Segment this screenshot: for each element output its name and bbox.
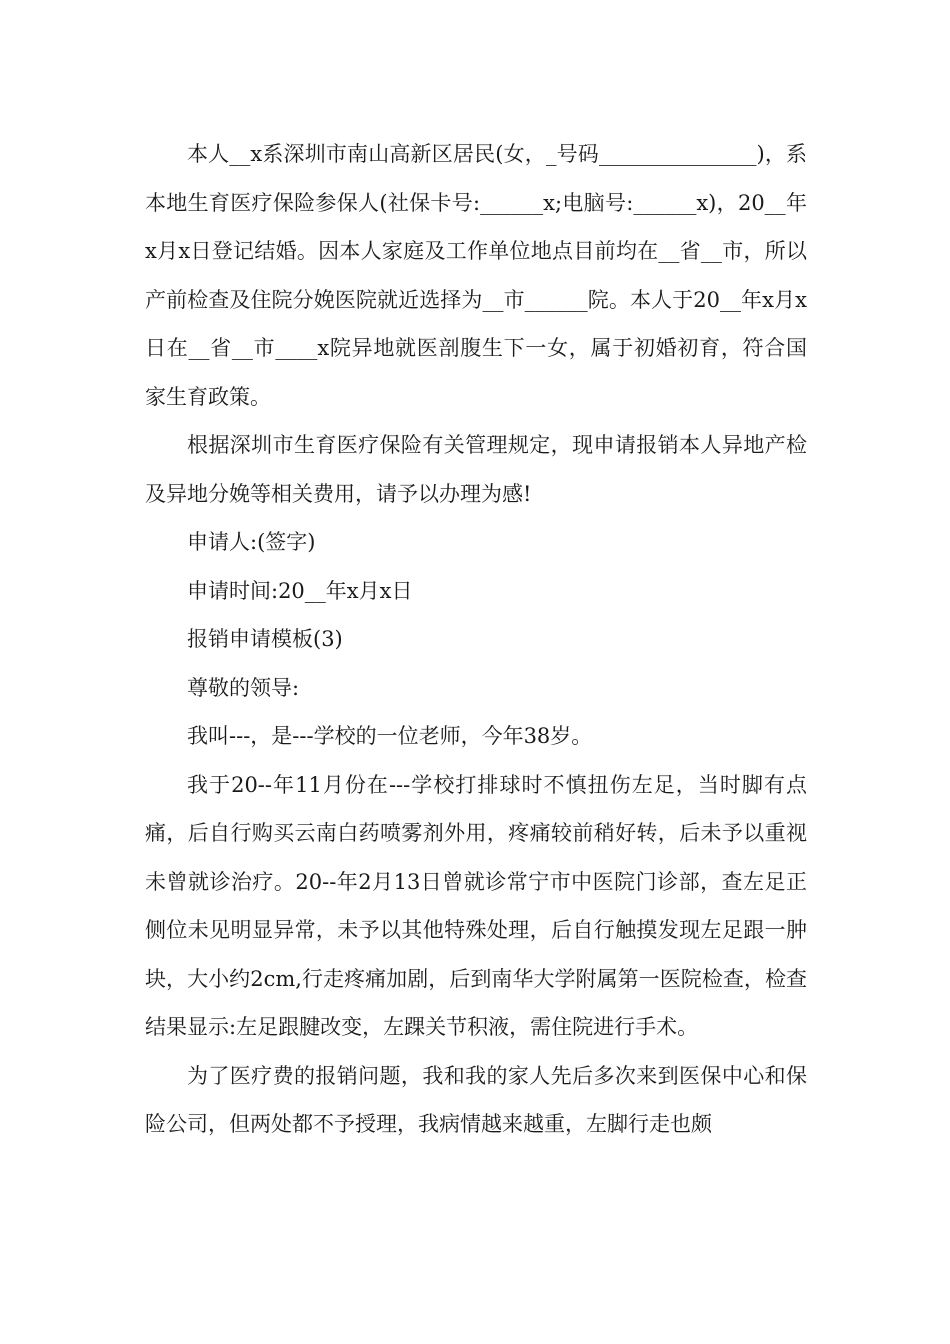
- paragraph-reimbursement-request: 根据深圳市生育医疗保险有关管理规定，现申请报销本人异地产检及异地分娩等相关费用，请予以办理为感!: [145, 433, 807, 506]
- document-body: [145, 130, 807, 1149]
- self-introduction: 我叫---，是---学校的一位老师，今年38岁。: [187, 724, 593, 748]
- applicant-signature-line: 申请人:(签字): [187, 530, 316, 554]
- paragraph-personal-info: 本人__x系深圳市南山高新区居民(女，_号码_______________)，系本地生育医疗保险参保人(社保卡号:______x;电脑号:______x)，20__年x月x日登记结婚。因本人家庭及工作单位地点目前均在__省__市，所以产前检查及住院分娩医院就近选择为__市______院。本人于20__年x月x日在__省__市____x院异地就医剖腹生下一女，属于初婚初育，符合国家生育政策。: [145, 142, 807, 409]
- salutation: 尊敬的领导:: [187, 675, 300, 700]
- paragraph-injury-history: 我于20--年11月份在---学校打排球时不慎扭伤左足，当时脚有点痛，后自行购买云南白药喷雾剂外用，疼痛较前稍好转，后未予以重视未曾就诊治疗。20--年2月13日曾就诊常宁市中医院门诊部，查左足正侧位未见明显异常，未予以其他特殊处理，后自行触摸发现左足跟一肿块，大小约2cm,行走疼痛加剧，后到南华大学附属第一医院检查，检查结果显示:左足跟腱改变，左踝关节积液，需住院进行手术。: [145, 772, 807, 1039]
- template-title: 报销申请模板(3): [187, 627, 343, 651]
- application-date-line: 申请时间:20__年x月x日: [187, 578, 413, 603]
- paragraph-reimbursement-issue: 为了医疗费的报销问题，我和我的家人先后多次来到医保中心和保险公司，但两处都不予授理，我病情越来越重，左脚行走也颇: [145, 1063, 807, 1136]
